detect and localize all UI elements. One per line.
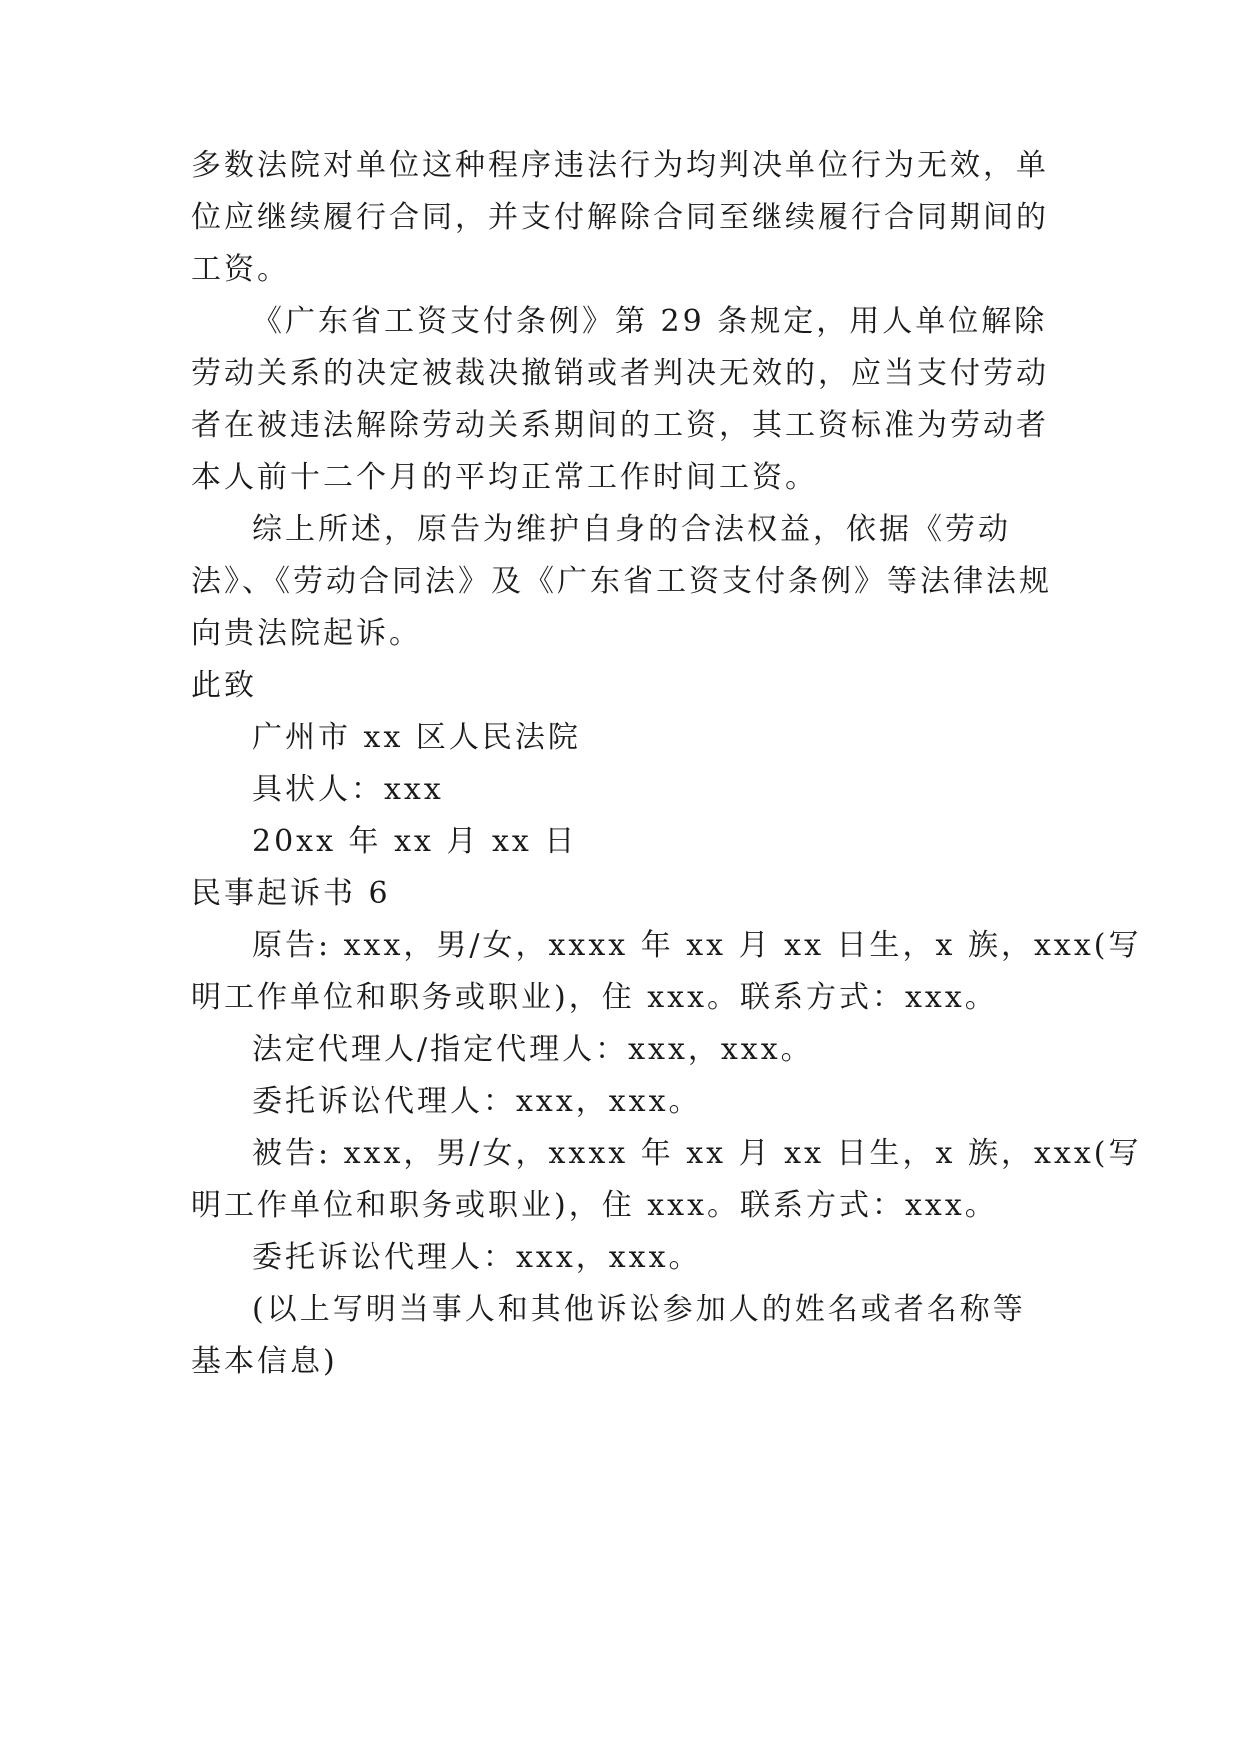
- paragraph-line: 位应继续履行合同，并支付解除合同至继续履行合同期间的: [191, 200, 1049, 235]
- paragraph-line: 明工作单位和职务或职业)，住 xxx。联系方式：xxx。: [191, 980, 998, 1015]
- paragraph-line: 本人前十二个月的平均正常工作时间工资。: [191, 460, 818, 495]
- paragraph-line: 者在被违法解除劳动关系期间的工资，其工资标准为劳动者: [191, 408, 1049, 443]
- paragraph-line: 被告: xxx，男/女，xxxx 年 xx 月 xx 日生，x 族，xxx(写: [252, 1136, 1142, 1171]
- paragraph-line: 法》、《劳动合同法》及《广东省工资支付条例》等法律法规: [191, 564, 1052, 599]
- paragraph-line: 劳动关系的决定被裁决撤销或者判决无效的，应当支付劳动: [191, 356, 1049, 391]
- paragraph-line: 委托诉讼代理人：xxx，xxx。: [252, 1240, 702, 1275]
- paragraph-line: 工资。: [191, 252, 290, 287]
- paragraph-line: 综上所述，原告为维护自身的合法权益，依据《劳动: [252, 512, 1011, 547]
- paragraph-line: 《广东省工资支付条例》第 29 条规定，用人单位解除: [252, 304, 1048, 339]
- paragraph-line: 明工作单位和职务或职业)，住 xxx。联系方式：xxx。: [191, 1188, 998, 1223]
- paragraph-line: 基本信息): [191, 1344, 338, 1379]
- paragraph-line: 多数法院对单位这种程序违法行为均判决单位行为无效，单: [191, 148, 1049, 183]
- paragraph-line: (以上写明当事人和其他诉讼参加人的姓名或者名称等: [252, 1292, 1026, 1327]
- paragraph-line: 向贵法院起诉。: [191, 616, 422, 651]
- date: 20xx 年 xx 月 xx 日: [252, 824, 578, 859]
- paragraph-line: 法定代理人/指定代理人：xxx，xxx。: [252, 1032, 814, 1067]
- section-heading: 民事起诉书 6: [191, 876, 391, 911]
- signatory: 具状人：xxx: [252, 772, 444, 807]
- salutation: 此致: [191, 668, 257, 703]
- paragraph-line: 原告: xxx，男/女，xxxx 年 xx 月 xx 日生，x 族，xxx(写: [252, 928, 1142, 963]
- court-name: 广州市 xx 区人民法院: [252, 720, 581, 755]
- paragraph-line: 委托诉讼代理人：xxx，xxx。: [252, 1084, 702, 1119]
